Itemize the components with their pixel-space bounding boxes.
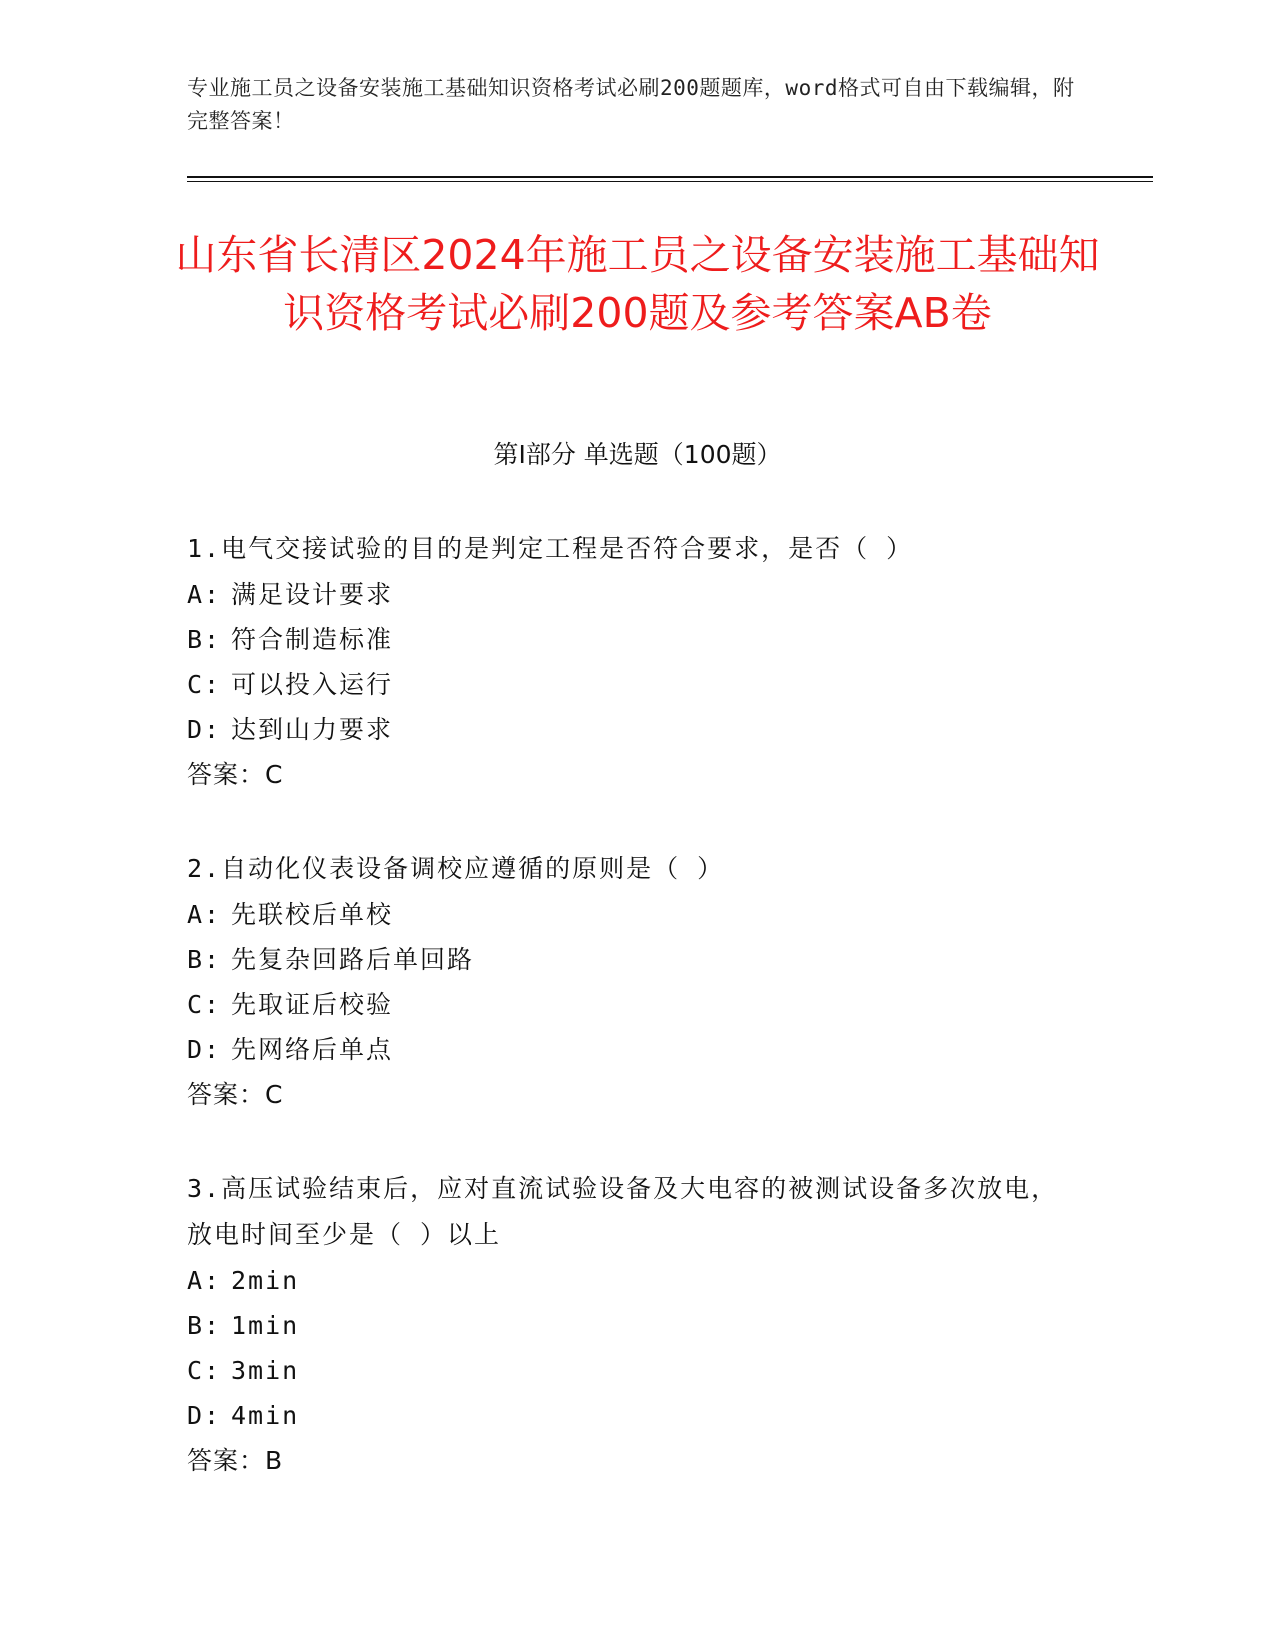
option-text: 3min — [231, 1356, 300, 1385]
option-c — [187, 982, 1067, 1027]
option-c — [187, 1348, 1067, 1393]
option-text: 满足设计要求 — [231, 580, 394, 609]
option-b — [187, 937, 1067, 982]
section-title: 第Ⅰ部分 单选题（100题） — [493, 440, 782, 469]
document-title: 山东省长清区2024年施工员之设备安装施工基础知识资格考试必刷200题及参考答案AB卷 — [175, 231, 1100, 337]
option-text: 符合制造标准 — [231, 625, 394, 654]
option-letter: C: — [187, 990, 222, 1019]
question-item — [187, 846, 1067, 1118]
option-letter: C: — [187, 670, 222, 699]
header-divider-thin — [187, 181, 1153, 182]
question-item — [187, 526, 1067, 798]
option-letter: A: — [187, 1266, 222, 1295]
header-divider-thick — [187, 176, 1153, 178]
option-b — [187, 1303, 1067, 1348]
option-letter: B: — [187, 1311, 222, 1340]
option-text: 先复杂回路后单回路 — [231, 945, 475, 974]
option-c — [187, 662, 1067, 707]
option-letter: D: — [187, 1401, 222, 1430]
option-text: 1min — [231, 1311, 300, 1340]
option-letter: B: — [187, 625, 222, 654]
option-text: 先取证后校验 — [231, 990, 394, 1019]
option-letter: C: — [187, 1356, 222, 1385]
option-text: 达到山力要求 — [231, 715, 394, 744]
option-letter: A: — [187, 580, 222, 609]
option-text: 先网络后单点 — [231, 1035, 394, 1064]
option-text: 2min — [231, 1266, 300, 1295]
answer-line: 答案：B — [187, 1446, 284, 1475]
option-a — [187, 892, 1067, 937]
question-stem: 1.电气交接试验的目的是判定工程是否符合要求，是否（ ） — [187, 534, 914, 563]
answer-line: 答案：C — [187, 760, 284, 789]
option-a — [187, 1258, 1067, 1303]
option-d — [187, 1393, 1067, 1438]
option-b — [187, 617, 1067, 662]
option-letter: D: — [187, 1035, 222, 1064]
question-stem: 3.高压试验结束后，应对直流试验设备及大电容的被测试设备多次放电，放电时间至少是（ ）以上 — [187, 1174, 1059, 1249]
answer-line: 答案：C — [187, 1080, 284, 1109]
option-letter: A: — [187, 900, 222, 929]
header-note: 专业施工员之设备安装施工基础知识资格考试必刷200题题库，word格式可自由下载编辑，附完整答案！ — [187, 76, 1075, 133]
option-a — [187, 572, 1067, 617]
option-d — [187, 1027, 1067, 1072]
option-d — [187, 707, 1067, 752]
option-text: 可以投入运行 — [231, 670, 394, 699]
option-text: 4min — [231, 1401, 300, 1430]
question-stem: 2.自动化仪表设备调校应遵循的原则是（ ） — [187, 854, 725, 883]
question-item — [187, 1166, 1067, 1484]
option-letter: D: — [187, 715, 222, 744]
option-text: 先联校后单校 — [231, 900, 394, 929]
option-letter: B: — [187, 945, 222, 974]
